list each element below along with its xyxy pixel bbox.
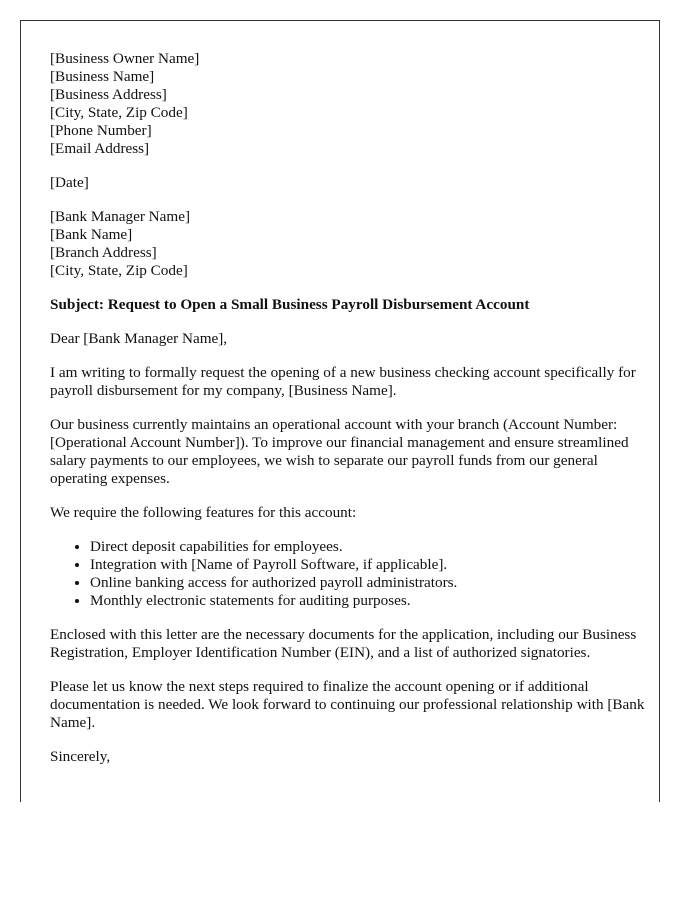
recipient-branch-address: [Branch Address]	[50, 244, 157, 261]
background-paragraph: Our business currently maintains an operational account with your branch (Account Number: [Operational Account Number]). To improve our financial management and ensure streamlined salary payments to our employees, we wish to separate our payroll funds from our general operating expenses.	[50, 416, 629, 487]
sender-city-state-zip: [City, State, Zip Code]	[50, 104, 188, 121]
closing-paragraph: Please let us know the next steps required to finalize the account opening or if additional documentation is needed. We look forward to continuing our professional relationship with [Bank Name].	[50, 678, 645, 731]
recipient-bank-name: [Bank Name]	[50, 226, 133, 243]
features-intro-paragraph: We require the following features for this account:	[50, 504, 357, 521]
sender-business-name: [Business Name]	[50, 68, 155, 85]
recipient-name: [Bank Manager Name]	[50, 208, 191, 225]
feature-item: • Monthly electronic statements for auditing purposes.	[90, 592, 650, 610]
features-list	[50, 538, 650, 610]
recipient-city-state-zip: [City, State, Zip Code]	[50, 262, 188, 279]
feature-item: • Direct deposit capabilities for employees.	[90, 538, 650, 556]
sender-phone: [Phone Number]	[50, 122, 152, 139]
sender-name: [Business Owner Name]	[50, 50, 200, 67]
signoff: Sincerely,	[50, 748, 111, 765]
sender-email: [Email Address]	[50, 140, 150, 157]
feature-item: • Integration with [Name of Payroll Software, if applicable].	[90, 556, 650, 574]
enclosures-paragraph: Enclosed with this letter are the necessary documents for the application, including our Business Registration, Employer Identification Number (EIN), and a list of authorized signatories.	[50, 626, 637, 661]
sender-business-address: [Business Address]	[50, 86, 167, 103]
intro-paragraph: I am writing to formally request the opening of a new business checking account specifically for payroll disbursement for my company, [Business Name].	[50, 364, 636, 399]
salutation: Dear [Bank Manager Name],	[50, 330, 228, 347]
feature-item: • Online banking access for authorized payroll administrators.	[90, 574, 650, 592]
recipient-address-block	[50, 208, 650, 280]
subject-line: Subject: Request to Open a Small Business Payroll Disbursement Account	[50, 296, 530, 313]
letter-date: [Date]	[50, 174, 89, 191]
letter-page	[20, 20, 660, 802]
letter-content	[50, 50, 650, 782]
date-block	[50, 174, 650, 192]
sender-address-block	[50, 50, 650, 158]
